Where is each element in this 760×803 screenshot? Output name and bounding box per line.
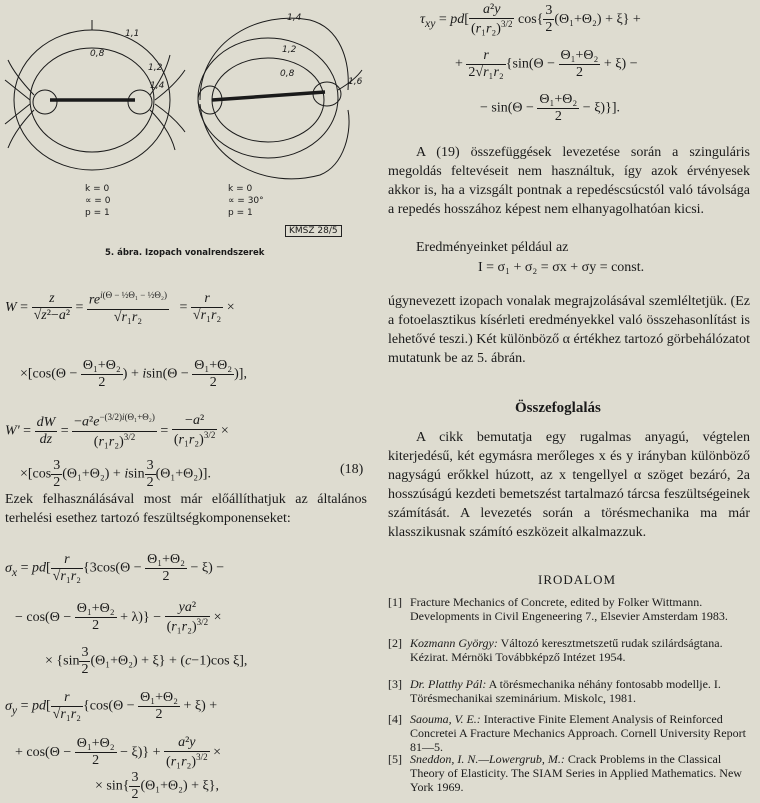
reference-text: Fracture Mechanics of Concrete, edited by Folker Wittmann. Developments in Civil Engeneering 7., Elsevier Amsterdam 1983.	[410, 595, 728, 623]
reference-text	[388, 677, 753, 705]
left-label-3: 1,2	[148, 63, 163, 73]
equation-w-line2: ×[cos(Θ − $\frac{\text{Θ₁+Θ₂}}{2}$ ) + isin(Θ − $\frac{\text{Θ₁+Θ₂}}{2}$ )],	[20, 358, 247, 390]
crack-line-right	[212, 92, 325, 100]
summary-paragraph: A cikk bemutatja egy rugalmas anyagú, végtelen kiterjedésű, két egymásra merőleges x és y irányban különböző nagyságú erőkkel húzott, az x tengellyel α szöget bezáró, 2a hosszúságú kezdeti bemetszést tartalmazó tárcsa feszültségeinek számítását. A levezetés során a törésmechanika ma már klasszikusnak számító eszközeit alkalmazzuk.	[388, 430, 750, 540]
equation-number-18: (18)	[340, 462, 364, 477]
reference-author: Dr. Platthy Pál:	[410, 677, 487, 691]
contour-left-inner-r	[128, 90, 152, 114]
reference-1	[388, 595, 753, 623]
left-param-alpha: ∝ = 0	[85, 196, 111, 206]
figure-caption: 5. ábra. Izopach vonalrendszerek	[105, 248, 265, 258]
contour-left-14c	[5, 80, 30, 100]
right-column	[380, 0, 760, 803]
reference-5	[388, 752, 753, 794]
reference-number: [5]	[388, 752, 402, 766]
reference-body: Crack Problems in the Classical Theory of Elasticity. The SIAM Series in Applied Mathematics. New York 1969.	[410, 752, 742, 794]
right-label-3: 0,8	[280, 69, 295, 79]
references-title: IRODALOM	[538, 572, 617, 587]
intro-paragraph: Ezek felhasználásával most már előállíthatjuk az általános terhelési esethez tartozó feszültségkomponenseket:	[5, 492, 367, 526]
reference-text	[388, 712, 753, 754]
contour-left-14b	[155, 104, 185, 132]
reference-number: [2]	[388, 636, 402, 650]
equation-sigma-x-line3: × {sin $\frac{3}{2}$ (Θ₁+Θ₂) + ξ} + (c−1)cos ξ],	[45, 645, 248, 677]
paragraph-results: Eredményeinket például az	[416, 240, 569, 255]
equation-tau-line3: − sin(Θ − $\frac{\text{Θ₁+Θ₂}}{2}$ − ξ)}].	[480, 92, 620, 124]
contour-left-inner-l	[33, 90, 57, 114]
equation-sigma-x-line1: $\sigma_x = pd$[ $\frac{r}{\text{√r₁r₂}}$ {3cos(Θ − $\frac{\text{Θ₁+Θ₂}}{2}$ − ξ) −	[5, 552, 225, 584]
equation-w-line1: W = $\frac{z}{\text{√z²−a²}}$ = $\frac{re^{i(\Theta - \frac{1}{2}\Theta_1 - \frac{1}{2}\Theta_2)}}{\text{√r₁r₂}}$ = $\frac{r}{\text{√r₁r₂}}$ ×	[5, 290, 235, 325]
reference-3	[388, 677, 753, 705]
equation-wprime-line1: W' = $\frac{dW}{dz}$ = $\frac{-a^2e^{-(3/2)i(\Theta_1+\Theta_2)}}{(r_1r_2)^{3/2}}$ = $\frac{\text{−a²}}{(r_1r_2)^{3/2}}$ ×	[5, 412, 229, 450]
left-params	[85, 183, 110, 219]
right-label-4: 1,6	[348, 77, 363, 87]
reference-number: [4]	[388, 712, 402, 726]
left-param-k: k = 0	[85, 184, 110, 194]
reference-author: Kozmann György:	[410, 636, 498, 650]
contour-left-12c	[8, 60, 34, 95]
reference-number: [3]	[388, 677, 402, 691]
right-param-p: p = 1	[228, 208, 253, 218]
reference-number: [1]	[388, 595, 402, 609]
equation-sigma-x-line2: − cos(Θ − $\frac{\text{Θ₁+Θ₂}}{2}$ + λ)} − $\frac{\text{ya²}}{(r_1r_2)^{3/2}}$ ×	[15, 600, 222, 635]
right-param-alpha: ∝ = 30°	[228, 196, 264, 206]
left-label-2: 1,1	[125, 29, 140, 39]
equation-wprime-line2: ×[cos $\frac{3}{2}$ (Θ₁+Θ₂) + isin $\frac{3}{2}$ (Θ₁+Θ₂)].	[20, 458, 211, 490]
reference-body: Változó keresztmetszetű rudak szilárdságtana. Kézirat. Mérnöki Továbbképző Intézet 1954.	[410, 636, 723, 664]
left-param-p: p = 1	[85, 208, 110, 218]
isopach-diagrams	[0, 0, 380, 250]
reference-2	[388, 636, 753, 664]
reference-body: A törésmechanika néhány fontosabb modellje. I. Törésmechanikai szeminárium. Miskolc, 1981.	[410, 677, 721, 705]
contour-right-14	[200, 18, 348, 100]
right-label-1: 1,4	[287, 13, 302, 23]
left-label-1: 0,8	[90, 49, 105, 59]
equation-sigma-y-line2: + cos(Θ − $\frac{\text{Θ₁+Θ₂}}{2}$ − ξ)} + $\frac{\text{a²y}}{(r_1r_2)^{3/2}}$ ×	[15, 735, 221, 770]
equation-sigma-y-line3: × sin{ $\frac{3}{2}$ (Θ₁+Θ₂) + ξ},	[95, 770, 220, 802]
right-label-2: 1,2	[282, 45, 297, 55]
reference-4	[388, 712, 753, 754]
paragraph-19: A (19) összefüggések levezetése során a szinguláris megoldás feltevéseit nem használtuk, így azok érvényesek akkor is, ha a vizsgált pontnak a repedéscsúcstól való távolsága a repedés hosszához képest nem elhanyagolhatóan kicsi.	[388, 145, 750, 217]
reference-text	[388, 752, 753, 794]
reference-body: Interactive Finite Element Analysis of Reinforced Concretei A Fracture Mechanics Approach. Cornell University Report 81—5.	[410, 712, 746, 754]
equation-tau-line1: $\tau_{xy} = pd$[ $\frac{\text{a²y}}{(r_1r_2)^{3/2}}$ cos{ $\frac{3}{2}$ (Θ₁+Θ₂) + ξ} +	[420, 2, 641, 37]
paragraph-isopach: úgynevezett izopach vonalak megrajzolásával szemléltetjük. (Ez a fotoelasztikus kísérleti eredményekkel való összehasonlítást is lehetővé teszi.) Két különböző α értékhez tartozó görbehálózatot mutatunk be az 5. ábrán.	[388, 294, 750, 366]
equation-sigma-y-line1: $\sigma_y = pd$[ $\frac{r}{\text{√r₁r₂}}$ {cos(Θ − $\frac{\text{Θ₁+Θ₂}}{2}$ + ξ) +	[5, 690, 218, 722]
right-param-k: k = 0	[228, 184, 253, 194]
reference-author: Saouma, V. E.:	[410, 712, 481, 726]
reference-author: Sneddon, I. N.—Lowergrub, M.:	[410, 752, 565, 766]
right-params	[228, 183, 264, 219]
stamp: KMSZ 28/5	[285, 225, 342, 237]
equation-tau-line2: + $\frac{r}{\text{2√r₁r₂}}$ {sin(Θ − $\frac{\text{Θ₁+Θ₂}}{2}$ + ξ) −	[455, 48, 638, 80]
left-label-4: 1,4	[150, 81, 165, 91]
isopach-figure	[0, 0, 380, 280]
reference-text	[388, 636, 753, 664]
summary-title: Összefoglalás	[515, 400, 601, 416]
isopach-equation: I = σ₁ + σ₂ = σx + σy = const.	[478, 260, 645, 275]
